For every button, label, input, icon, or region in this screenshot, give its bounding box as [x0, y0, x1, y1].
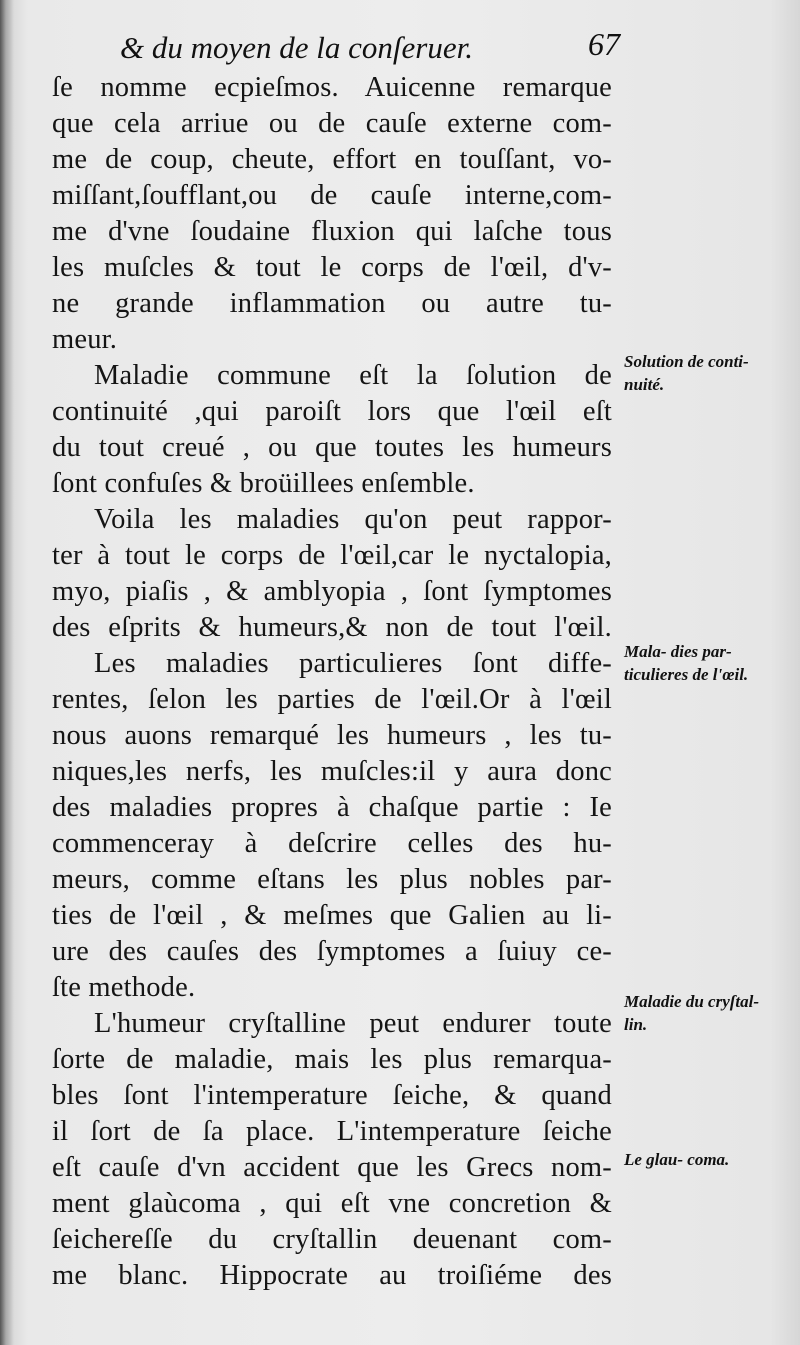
text-line: me d'vne ſoudaine fluxion qui laſche tous — [52, 216, 612, 247]
text-line: ne grande inflammation ou autre tu- — [52, 288, 612, 319]
gutter-shadow — [0, 0, 14, 1345]
text-line: Les maladies particulieres ſont diffe- — [94, 648, 612, 679]
text-line: myo, piaſis , & amblyopia , ſont ſymptomes — [52, 576, 612, 607]
text-line: niques,les nerfs, les muſcles:il y aura donc — [52, 756, 612, 787]
text-line: rentes, ſelon les parties de l'œil.Or à l'œil — [52, 684, 612, 715]
running-head — [120, 22, 620, 72]
text-line: ter à tout le corps de l'œil,car le nyctalopia, — [52, 540, 612, 571]
text-line: L'humeur cryſtalline peut endurer toute — [94, 1008, 612, 1039]
text-line: ſe nomme ecpieſmos. Auicenne remarque — [52, 72, 612, 103]
text-line: des maladies propres à chaſque partie : Ie — [52, 792, 612, 823]
text-line: il ſort de ſa place. L'intemperature ſeiche — [52, 1116, 612, 1147]
text-line: me blanc. Hippocrate au troiſiéme des — [52, 1260, 612, 1291]
text-line: miſſant,ſoufflant,ou de cauſe interne,com- — [52, 180, 612, 211]
text-line: ſont confuſes & broüillees enſemble. — [52, 468, 475, 499]
text-line: me de coup, cheute, effort en touſſant, vo- — [52, 144, 612, 175]
text-line: commenceray à deſcrire celles des hu- — [52, 828, 612, 859]
text-line: que cela arriue ou de cauſe externe com- — [52, 108, 612, 139]
margin-note: Solution de conti- nuité. — [624, 352, 749, 394]
margin-note: Maladie du cryſtal- lin. — [624, 992, 760, 1034]
text-line: meurs, comme eſtans les plus nobles par- — [52, 864, 612, 895]
text-line: ſeicherеſſe du cryſtallin deuenant com- — [52, 1224, 612, 1255]
text-line: continuité ,qui paroiſt lors que l'œil eſt — [52, 396, 612, 427]
text-line: ſte methode. — [52, 972, 196, 1003]
text-line: des eſprits & humeurs,& non de tout l'œil. — [52, 612, 612, 643]
text-line: du tout creué , ou que toutes les humeurs — [52, 432, 612, 463]
text-line: ſorte de maladie, mais les plus remarqua- — [52, 1044, 612, 1075]
margin-note: Mala- dies par- ticulieres de l'œil. — [624, 642, 749, 684]
margin-note: Le glau- coma. — [624, 1150, 730, 1169]
text-line: ties de l'œil , & meſmes que Galien au li- — [52, 900, 612, 931]
page-number: 67 — [588, 26, 620, 62]
text-line: nous auons remarqué les humeurs , les tu- — [52, 720, 612, 751]
text-line: ure des cauſes des ſymptomes a ſuiuy ce- — [52, 936, 612, 967]
text-line: Voila les maladies qu'on peut rappor- — [94, 504, 612, 535]
text-line: bles ſont l'intemperature ſeiche, & quand — [52, 1080, 612, 1111]
text-line: eſt cauſe d'vn accident que les Grecs nom- — [52, 1152, 612, 1183]
text-line: ment glaùcoma , qui eſt vne concretion & — [52, 1188, 612, 1219]
text-line: Maladie commune eſt la ſolution de — [94, 360, 612, 391]
text-line: meur. — [52, 324, 118, 355]
text-line: les muſcles & tout le corps de l'œil, d'v- — [52, 252, 612, 283]
running-head-title: & du moyen de la conſeruer. — [120, 30, 473, 65]
